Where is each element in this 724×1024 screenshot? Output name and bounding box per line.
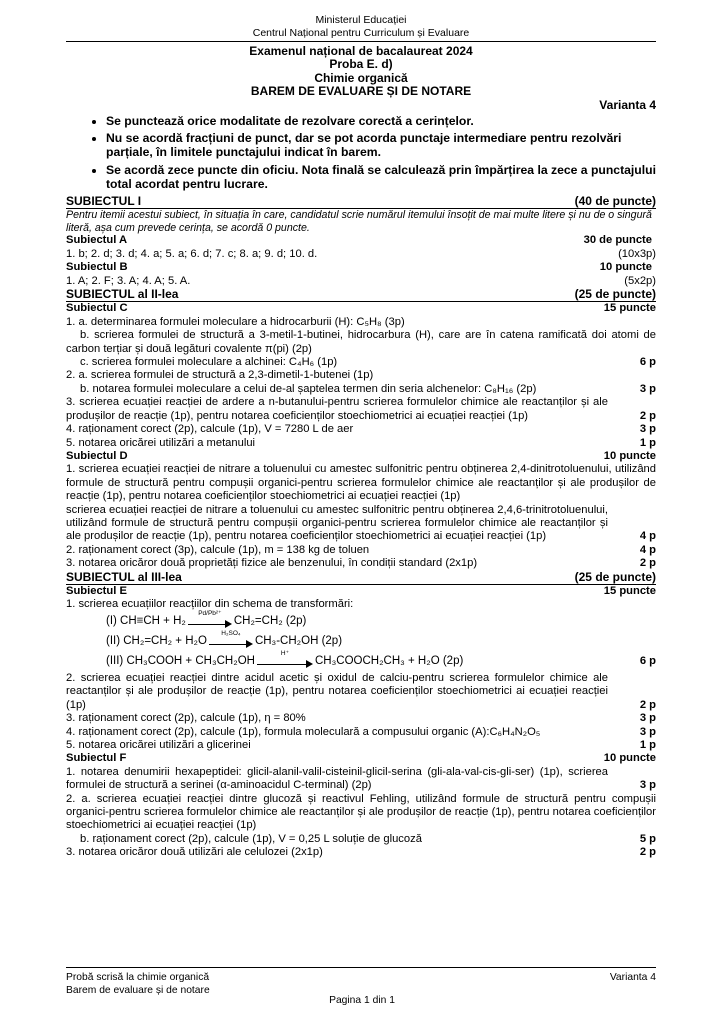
item-c-3-row — [66, 396, 656, 423]
item-c-2a: 2. a. scrierea formulei de structură a 2,3-dimetil-1-butenei (1p) — [66, 369, 374, 382]
eq-left: (II) CH₂=CH₂ + H₂O — [106, 635, 207, 648]
item-points: 4 p — [639, 543, 656, 556]
section-1-note: Pentru itemii acestui subiect, în situația în care, candidatul scrie numărul itemului însoțit de mai multe litere și nu de o singură literă, așa cum prevede cerința, se acordă 0 puncte. — [66, 209, 652, 234]
item-c-1c: c. scrierea formulei moleculare a alchinei: C₄H₆ (1p) — [80, 356, 338, 369]
subject-b-answers — [66, 275, 656, 288]
header-divider — [66, 41, 656, 42]
item-points: 3 p — [639, 712, 656, 725]
catalyst-label: H⁺ — [280, 649, 290, 657]
reaction-arrow-icon — [257, 649, 313, 667]
document-title: BAREM DE EVALUARE ȘI DE NOTARE — [250, 83, 472, 98]
section-2-header — [66, 288, 656, 303]
item-f-3: 3. notarea oricăror două utilizări ale celulozei (2x1p) — [66, 846, 323, 859]
item-e-4-row — [66, 726, 656, 739]
equation-2 — [66, 629, 656, 652]
subject-a-answers — [66, 248, 656, 261]
item-e-5-row — [66, 739, 656, 752]
item-d-2: 2. raționament corect (3p), calcule (1p), m = 138 kg de toluen — [66, 543, 370, 556]
item-f-1-row — [66, 766, 656, 793]
section-points: (25 de puncte) — [574, 286, 656, 301]
item-points: 2 p — [639, 557, 656, 570]
item-points: 6 p — [639, 655, 656, 668]
item-points: 2 p — [639, 698, 656, 711]
item-e-2: 2. scrierea ecuației reacției dintre acidul acetic și oxidul de calciu-pentru scrierea formulelor chimice ale reactanților și ale produșilor de reacție (1p), pentru notarea coeficienților stoechiometrici ai ecuației reacției (1p) — [66, 671, 608, 711]
subject-points: 30 de puncte — [583, 234, 652, 247]
item-d-1a: 1. scrierea ecuației reacției de nitrare a toluenului cu amestec sulfonitric pentru obținerea 2,4-dinitrotoluenului, utilizând formule de structură pentru compușii organici-pentru scrierea formulelor chimice ale reactanților și ale produșilor de reacție (1p), pentru notarea coeficienților stoechiometrici ai ecuației reacției (1p) — [66, 463, 656, 503]
item-f-1: 1. notarea denumirii hexapeptidei: glicil-alanil-valil-cisteinil-glicil-serina (gli-ala-val-cis-gli-ser) (1p), scrierea formulei de structură a serinei (α-aminoacidul C-terminal) (2p) — [66, 765, 608, 792]
grading-rules — [66, 114, 656, 192]
item-points: 3 p — [639, 423, 656, 436]
item-points: 5 p — [639, 832, 656, 845]
item-d-3: 3. notarea oricăror două proprietăți fizice ale benzenului, în condiții standard (2x1p) — [66, 557, 478, 570]
exam-title: Examenul național de bacalaureat 2024 — [249, 44, 473, 58]
item-e-5: 5. notarea oricărei utilizări a glicerinei — [66, 738, 251, 751]
header-ministry: Ministerul Educației — [315, 14, 407, 26]
item-c-1b: b. scrierea formulei de structură a 3-metil-1-butinei, hidrocarbura (H), care are în catena ramificată doi atomi de carbon terțiar și două legături covalente π(pi) (2p) — [66, 329, 656, 355]
variant-label: Varianta 4 — [599, 98, 656, 113]
item-d-2-row — [66, 544, 656, 557]
section-points: (25 de puncte) — [574, 569, 656, 584]
eq-left: (III) CH₃COOH + CH₃CH₂OH — [106, 655, 255, 668]
item-c-1c-row — [66, 356, 656, 369]
section-1-header — [66, 195, 656, 210]
rule-item: • Se punctează orice modalitate de rezolvare corectă a cerințelor. — [106, 114, 656, 128]
rule-item: • Se acordă zece puncte din oficiu. Nota finală se calculează prin împărțirea la zece a punctajului total acordat pentru lucrare. — [106, 163, 656, 192]
item-d-1b-row — [66, 504, 656, 544]
item-points: 2 p — [639, 846, 656, 859]
reaction-arrow-icon — [188, 609, 232, 627]
item-c-2b: b. notarea formulei moleculare a celui de-al șaptelea termen din seria alchenelor: C₈H₁₆ (2p) — [80, 382, 537, 395]
subject-e-header — [66, 585, 656, 598]
subject-points: 10 puncte — [599, 261, 652, 274]
proba-title: Proba E. d) — [329, 57, 393, 72]
section-3-header — [66, 571, 656, 586]
footer-exam-label: Probă scrisă la chimie organică — [66, 972, 210, 983]
subject-title: Subiectul A — [66, 234, 128, 247]
item-e-3-row — [66, 712, 656, 725]
subject-title: Subiectul F — [66, 752, 127, 765]
eq-right: CH₃COOCH₂CH₃ + H₂O (2p) — [314, 655, 464, 668]
rule-item: • Nu se acordă fracțiuni de punct, dar se pot acorda punctaje intermediare pentru rezolvări parțiale, în limitele punctajului indicat în barem. — [106, 131, 656, 160]
item-c-2b-row — [66, 383, 656, 396]
item-c-4: 4. raționament corect (2p), calcule (1p), V = 7280 L de aer — [66, 423, 354, 436]
answer-key: 1. b; 2. d; 3. d; 4. a; 5. a; 6. d; 7. c; 8. a; 9. d; 10. d. — [66, 247, 318, 260]
equation-1 — [66, 609, 656, 632]
item-e-1: 1. scrierea ecuațiilor reacțiilor din schema de transformări: — [66, 598, 354, 611]
item-c-1a: 1. a. determinarea formulei moleculare a hidrocarburii (H): C₅H₈ (3p) — [66, 315, 405, 328]
item-c-4-row — [66, 423, 656, 436]
subject-title: Subiectul D — [66, 449, 128, 462]
item-c-5-row — [66, 437, 656, 450]
item-points: 4 p — [639, 530, 656, 543]
item-points: 3 p — [639, 382, 656, 395]
catalyst-label: H₂SO₄ — [221, 629, 241, 637]
subject-title: Subiectul C — [66, 302, 128, 315]
subject-a-header — [66, 234, 656, 247]
item-d-3-row — [66, 557, 656, 570]
item-f-3-row — [66, 846, 656, 859]
item-d-1b: scrierea ecuației reacției de nitrare a toluenului cu amestec sulfonitric pentru obținerea 2,4,6-trinitrotoluenului, utilizând formule de structură pentru compușii organici-pentru scrierea formulelor chimice ale reactanților și ale produșilor de reacție (1p), pentru notarea coeficienților stoechiometrici ai ecuației reacției (1p) — [66, 503, 608, 543]
eq-right: CH₃-CH₂OH (2p) — [254, 635, 343, 648]
subject-title: Subiectul E — [66, 585, 127, 598]
page-footer — [66, 967, 656, 997]
catalyst-label: Pd/Pb²⁺ — [198, 609, 222, 617]
item-points: 6 p — [639, 356, 656, 369]
item-c-5: 5. notarea oricărei utilizări a metanului — [66, 436, 256, 449]
section-title: SUBIECTUL al II-lea — [66, 286, 179, 301]
subject-b-header — [66, 261, 656, 274]
subject-points: 10 puncte — [603, 752, 656, 765]
reaction-arrow-icon — [209, 629, 253, 647]
footer-doc-label: Barem de evaluare și de notare — [66, 984, 210, 996]
subject-points: 15 puncte — [603, 302, 656, 315]
equation-3-row — [66, 649, 656, 672]
footer-variant: Varianta 4 — [609, 972, 656, 983]
equation-3 — [66, 649, 608, 672]
section-title: SUBIECTUL al III-lea — [66, 569, 182, 584]
item-points: 3 p — [639, 725, 656, 738]
item-points: 1 p — [639, 436, 656, 449]
section-title: SUBIECTUL I — [66, 193, 142, 208]
item-e-2-row — [66, 672, 656, 712]
answer-calc: (10x3p) — [618, 247, 656, 260]
answer-calc: (5x2p) — [624, 274, 656, 287]
item-points: 2 p — [639, 409, 656, 422]
item-f-2b: b. raționament corect (2p), calcule (1p), V = 0,25 L soluție de glucoză — [80, 832, 422, 845]
subject-f-header — [66, 752, 656, 765]
subject-c-header — [66, 302, 656, 315]
item-c-3: 3. scrierea ecuației reacției de ardere a n-butanului-pentru scrierea formulelor chimice ale reactanților și ale produșilor de reacție (1p), pentru notarea coeficienților stoechiometrici ai ecuației reacției (1p) — [66, 396, 608, 422]
subject-d-header — [66, 450, 656, 463]
page-number: Pagina 1 din 1 — [329, 995, 395, 1006]
subject-points: 15 puncte — [603, 585, 656, 598]
subject-title: Chimie organică — [314, 70, 408, 85]
item-f-2a: 2. a. scrierea ecuației reacției dintre glucoză și reactivul Fehling, utilizând formule de structură pentru compușii organici-pentru scrierea formulelor chimice ale reactanților și ale produșilor de reacție (1p), pentru notarea coeficienților stoechiometrici ai ecuației reacției (1p) — [66, 792, 656, 832]
answer-key: 1. A; 2. F; 3. A; 4. A; 5. A. — [66, 274, 191, 287]
section-points: (40 de puncte) — [574, 193, 656, 208]
eq-left: (I) CH≡CH + H₂ — [106, 615, 186, 628]
item-f-2b-row — [66, 833, 656, 846]
item-e-3: 3. raționament corect (2p), calcule (1p), η = 80% — [66, 712, 306, 725]
item-points: 1 p — [639, 738, 656, 751]
subject-title: Subiectul B — [66, 261, 128, 274]
header-center: Centrul Național pentru Curriculum și Evaluare — [252, 26, 470, 39]
item-points: 3 p — [639, 779, 656, 792]
eq-right: CH₂=CH₂ (2p) — [233, 615, 307, 628]
document-page — [66, 14, 656, 860]
item-e-4: 4. raționament corect (2p), calcule (1p), formula moleculară a compusului organic (A):C₆H₄N₂O₅ — [66, 725, 541, 738]
subject-points: 10 puncte — [603, 449, 656, 462]
